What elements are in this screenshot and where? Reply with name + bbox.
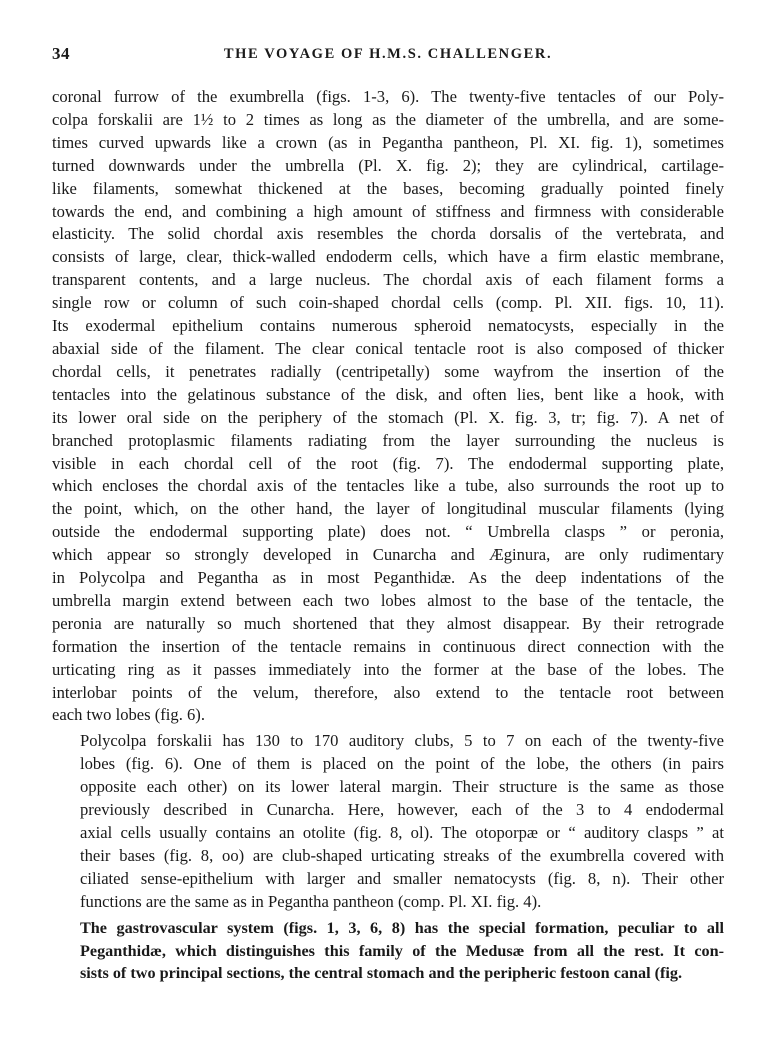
text-line: outside the endodermal supporting plate) does not. “ Umbrella clasps ” or peronia,: [52, 522, 724, 542]
text-line: Its exodermal epithelium contains numerous spheroid nematocysts, especially in the: [52, 316, 724, 336]
text-line: like filaments, somewhat thickened at the bases, becoming gradually pointed finely: [52, 178, 724, 198]
text-line: turned downwards under the umbrella (Pl. X. fig. 2); they are cylindrical, cartilage-: [52, 155, 724, 175]
text-line: coronal furrow of the exumbrella (figs. 1-3, 6). The twenty-five tentacles of our Poly-: [52, 87, 724, 106]
text-line: transparent contents, and a large nucleus. The chordal axis of each filament forms a: [52, 270, 724, 290]
text-line: single row or column of such coin-shaped chordal cells (comp. Pl. XII. figs. 10, 11).: [52, 293, 724, 313]
text-line: abaxial side of the filament. The clear conical tentacle root is also composed of thicker: [52, 338, 724, 358]
text-line: elasticity. The solid chordal axis resembles the chorda dorsalis of the vertebrata, and: [52, 224, 724, 244]
text-line: opposite each other) on its lower lateral margin. Their structure is the same as those: [80, 777, 724, 797]
text-line: formation the insertion of the tentacle remains in continuous direct connection with the: [52, 636, 724, 656]
text-line: which appear so strongly developed in Cunarcha and Æginura, are only rudimentary: [52, 545, 724, 565]
body-text: [52, 86, 724, 985]
page-header: [52, 44, 724, 68]
text-line: ciliated sense-epithelium with larger and smaller nematocysts (fig. 8, n). Their other: [80, 868, 724, 888]
text-line: tentacles into the gelatinous substance of the disk, and often lies, bent like a hook, with: [52, 384, 724, 404]
text-line: towards the end, and combining a high amount of stiffness and firmness with considerable: [52, 201, 724, 221]
text-line: each two lobes (fig. 6).: [52, 705, 205, 725]
running-title: THE VOYAGE OF H.M.S. CHALLENGER.: [223, 46, 553, 62]
text-line: Peganthidæ, which distinguishes this family of the Medusæ from all the rest. It con-: [80, 941, 724, 960]
text-line: The gastrovascular system (figs. 1, 3, 6, 8) has the special formation, peculiar to all: [80, 918, 724, 937]
text-line: in Polycolpa and Pegantha as in most Peganthidæ. As the deep indentations of the: [52, 568, 724, 588]
paragraph-auditory-clubs: [52, 730, 724, 913]
text-line: colpa forskalii are 1½ to 2 times as long as the diameter of the umbrella, and are some-: [52, 109, 724, 129]
text-line: its lower oral side on the periphery of the stomach (Pl. X. fig. 3, tr; fig. 7). A net of: [52, 407, 724, 427]
text-line: functions are the same as in Pegantha pantheon (comp. Pl. XI. fig. 4).: [80, 891, 542, 911]
text-line: consists of large, clear, thick-walled endoderm cells, which have a firm elastic membrane,: [52, 247, 724, 267]
text-line: their bases (fig. 8, oo) are club-shaped urticating streaks of the exumbrella covered with: [80, 845, 724, 865]
text-line: interlobar points of the velum, therefore, also extend to the tentacle root between: [52, 682, 724, 702]
text-line: visible in each chordal cell of the root (fig. 7). The endodermal supporting plate,: [52, 453, 724, 473]
text-line: previously described in Cunarcha. Here, however, each of the 3 to 4 endodermal: [80, 800, 724, 820]
text-line: axial cells usually contains an otolite (fig. 8, ol). The otoporpæ or “ auditory clasps ” at: [80, 823, 724, 842]
text-line: urticating ring as it passes immediately into the former at the base of the lobes. The: [52, 659, 724, 679]
text-line: the point, which, on the other hand, the layer of longitudinal muscular filaments (lying: [52, 499, 724, 519]
text-line: sists of two principal sections, the central stomach and the peripheric festoon canal (fig.: [80, 964, 683, 983]
text-line: umbrella margin extend between each two lobes almost to the base of the tentacle, the: [52, 590, 724, 610]
paragraph-tentacles: [52, 86, 724, 727]
text-line: branched protoplasmic filaments radiating from the layer surrounding the nucleus is: [52, 430, 724, 450]
text-line: chordal cells, it penetrates radially (centripetally) some wayfrom the insertion of the: [52, 361, 724, 381]
paragraph-gastrovascular-system: [52, 917, 724, 986]
text-line: lobes (fig. 6). One of them is placed on the point of the lobe, the others (in pairs: [80, 754, 724, 774]
text-line: which encloses the chordal axis of the tentacles like a tube, also surrounds the root up to: [52, 476, 724, 496]
text-line: peronia are naturally so much shortened that they almost disappear. By their retrograde: [52, 613, 724, 633]
page-number: 34: [52, 44, 70, 63]
text-line: Polycolpa forskalii has 130 to 170 auditory clubs, 5 to 7 on each of the twenty-five: [80, 731, 724, 751]
text-line: times curved upwards like a crown (as in Pegantha pantheon, Pl. XI. fig. 1), sometimes: [52, 132, 724, 152]
